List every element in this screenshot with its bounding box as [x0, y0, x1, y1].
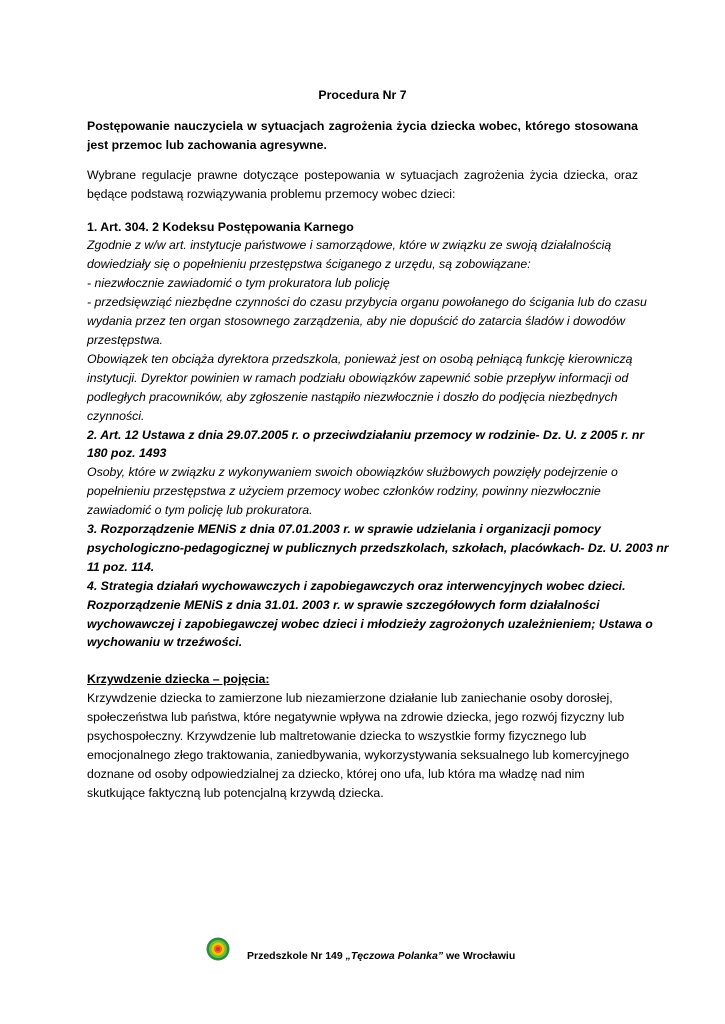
- section-1-line: Obowiązek ten obciąża dyrektora przedszkola, ponieważ jest on osobą pełniącą funkcję kierowniczą: [87, 351, 633, 366]
- section-3-heading: psychologiczno-pedagogicznej w publicznych przedszkolach, szkołach, placówkach- Dz. U. 2003 nr: [87, 540, 669, 555]
- footer-prefix: Przedszkole Nr 149: [247, 950, 346, 962]
- definition-line: Krzywdzenie dziecka to zamierzone lub niezamierzone działanie lub zaniechanie osoby dorosłej,: [87, 691, 613, 706]
- definition-line: emocjonalnego złego traktowania, zaniedbywania, wykorzystywania seksualnego lub komercyjnego: [87, 748, 630, 762]
- section-1-heading: 1. Art. 304. 2 Kodeksu Postępowania Karnego: [87, 219, 354, 234]
- section-1-line: Zgodnie z w/w art. instytucje państwowe i samorządowe, które w związku ze swoją działalnością: [87, 238, 612, 253]
- preschool-logo-icon: [206, 937, 230, 961]
- section-2-line: zawiadomić o tym policję lub prokuratora.: [87, 503, 313, 518]
- document-page: [87, 86, 669, 803]
- document-title: Procedura Nr 7: [318, 88, 407, 102]
- section-3-heading: 11 poz. 114.: [87, 559, 155, 574]
- intro-paragraph: Wybrane regulacje prawne dotyczące postepowania w sytuacjach zagrożenia życia dziecka, oraz będące podstawą rozwiązywania problemu przemocy wobec dzieci:: [87, 167, 638, 201]
- definition-line: skutkujące faktyczną lub potencjalną krzywdą dziecka.: [87, 785, 384, 800]
- section-2-heading: 180 poz. 1493: [87, 446, 167, 461]
- section-1-line: dowiedziały się o popełnieniu przestępstwa ściganego z urzędu, są zobowiązane:: [87, 257, 531, 272]
- section-1-line: wydania przez ten organ stosownego zarządzenia, aby nie dopuścić do zatarcia śladów i dowodów: [87, 314, 625, 329]
- definition-line: społeczeństwa lub państwa, które negatywnie wpływa na zdrowie dziecka, jego rozwój fizyczny lub: [87, 710, 625, 725]
- footer-suffix: we Wrocławiu: [443, 950, 516, 962]
- document-heading: Postępowanie nauczyciela w sytuacjach zagrożenia życia dziecka wobec, którego stosowana jest przemoc lub zachowania agresywne.: [87, 118, 638, 152]
- section-2-line: popełnieniu przestępstwa z użyciem przemocy wobec członków rodziny, powinny niezwłocznie: [87, 484, 601, 499]
- definition-line: psychospołeczny. Krzywdzenie lub maltretowanie dziecka to wszystkie formy fizycznego lub: [87, 729, 587, 744]
- section-1-line: czynności.: [87, 408, 145, 423]
- footer-name: „Tęczowa Polanka”: [345, 950, 444, 962]
- section-3: [87, 520, 669, 577]
- definition-heading: Krzywdzenie dziecka – pojęcia:: [87, 672, 270, 687]
- section-1: [87, 218, 647, 426]
- section-4-heading: Rozporządzenie MENiS z dnia 31.01. 2003 r. w sprawie szczegółowych form działalności: [87, 597, 600, 612]
- section-1-line: instytucji. Dyrektor powinien w ramach podziału obowiązków zapewnić sobie przepływ informacji od: [87, 370, 629, 385]
- footer-text: [247, 949, 515, 963]
- section-1-line: podległych pracowników, aby zgłoszenie nastąpiło niezwłocznie i doszło do podjęcia niezbędnych: [87, 389, 618, 404]
- definition-line: doznane od osoby odpowiedzialnej za dziecko, której ono ufa, lub która ma władzę nad nim: [87, 766, 585, 781]
- section-2-line: Osoby, które w związku z wykonywaniem swoich obowiązków służbowych powzięły podejrzenie o: [87, 465, 618, 480]
- section-4-heading: wychowaniu w trzeźwości.: [87, 635, 243, 650]
- spacer: [87, 652, 638, 670]
- section-2: [87, 426, 645, 521]
- definition-section: [87, 670, 638, 802]
- section-2-heading: 2. Art. 12 Ustawa z dnia 29.07.2005 r. o przeciwdziałaniu przemocy w rodzinie- Dz. U. z 2005 r. nr: [87, 427, 645, 442]
- section-3-heading: 3. Rozporządzenie MENiS z dnia 07.01.2003 r. w sprawie udzielania i organizacji pomocy: [87, 522, 601, 537]
- page-footer: [206, 937, 536, 963]
- section-1-line: - niezwłocznie zawiadomić o tym prokuratora lub policję: [87, 276, 390, 291]
- section-4-heading: 4. Strategia działań wychowawczych i zapobiegawczych oraz interwencyjnych wobec dzieci.: [87, 578, 626, 593]
- section-4: [87, 577, 653, 653]
- section-1-line: przestępstwa.: [87, 332, 163, 347]
- section-4-heading: wychowawczej i zapobiegawczej wobec dzieci i młodzieży zagrożonych uzależnieniem; Ustawa o: [87, 616, 653, 631]
- section-1-line: - przedsięwziąć niezbędne czynności do czasu przybycia organu powołanego do ścigania lub do czasu: [87, 295, 647, 310]
